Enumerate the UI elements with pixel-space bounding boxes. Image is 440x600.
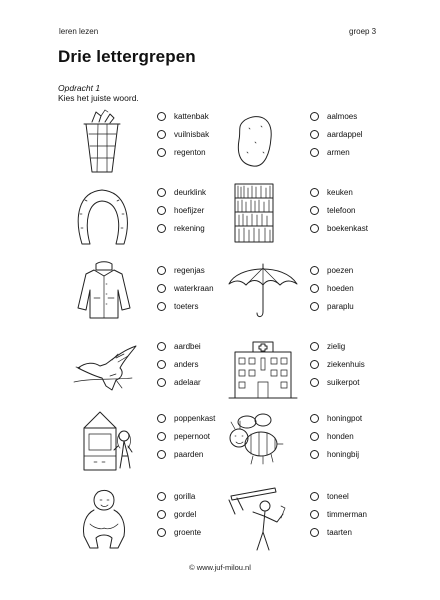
hospital-icon bbox=[225, 338, 303, 408]
exercise-item-9 bbox=[72, 410, 247, 480]
option-label: waterkraan bbox=[174, 283, 214, 293]
header-grade: groep 3 bbox=[349, 27, 377, 36]
answer-option[interactable] bbox=[310, 358, 365, 370]
exercise-label: Opdracht 1 bbox=[58, 83, 101, 93]
potato-icon bbox=[225, 108, 303, 178]
option-label: honingpot bbox=[327, 413, 363, 423]
answer-option[interactable] bbox=[157, 490, 195, 502]
radio-button[interactable] bbox=[310, 450, 319, 459]
radio-button[interactable] bbox=[157, 432, 166, 441]
option-label: toneel bbox=[327, 491, 349, 501]
radio-button[interactable] bbox=[310, 130, 319, 139]
radio-button[interactable] bbox=[310, 360, 319, 369]
radio-button[interactable] bbox=[157, 492, 166, 501]
radio-button[interactable] bbox=[310, 342, 319, 351]
option-label: anders bbox=[174, 359, 199, 369]
answer-option[interactable] bbox=[310, 340, 345, 352]
answer-option[interactable] bbox=[310, 448, 359, 460]
option-label: deurklink bbox=[174, 187, 207, 197]
answer-option[interactable] bbox=[157, 300, 198, 312]
exercise-item-2 bbox=[225, 108, 400, 178]
answer-option[interactable] bbox=[310, 282, 354, 294]
exercise-item-10 bbox=[225, 410, 400, 480]
answer-option[interactable] bbox=[157, 508, 196, 520]
radio-button[interactable] bbox=[157, 510, 166, 519]
answer-option[interactable] bbox=[310, 412, 362, 424]
option-label: aardbei bbox=[174, 341, 201, 351]
radio-button[interactable] bbox=[157, 450, 166, 459]
option-label: vuilnisbak bbox=[174, 129, 210, 139]
option-label: taarten bbox=[327, 527, 352, 537]
option-label: hoeden bbox=[327, 283, 354, 293]
answer-option[interactable] bbox=[157, 430, 210, 442]
bee-icon bbox=[225, 410, 303, 480]
exercise-item-4 bbox=[225, 184, 400, 254]
radio-button[interactable] bbox=[157, 302, 166, 311]
answer-option[interactable] bbox=[310, 430, 354, 442]
radio-button[interactable] bbox=[157, 112, 166, 121]
answer-option[interactable] bbox=[310, 146, 350, 158]
radio-button[interactable] bbox=[157, 188, 166, 197]
option-label: honingbij bbox=[327, 449, 360, 459]
radio-button[interactable] bbox=[310, 148, 319, 157]
answer-option[interactable] bbox=[157, 282, 214, 294]
option-label: rekening bbox=[174, 223, 205, 233]
answer-option[interactable] bbox=[310, 508, 367, 520]
radio-button[interactable] bbox=[310, 112, 319, 121]
option-label: pepernoot bbox=[174, 431, 211, 441]
answer-option[interactable] bbox=[157, 412, 215, 424]
radio-button[interactable] bbox=[310, 414, 319, 423]
option-label: armen bbox=[327, 147, 350, 157]
option-label: gordel bbox=[174, 509, 197, 519]
option-label: honden bbox=[327, 431, 354, 441]
answer-option[interactable] bbox=[157, 128, 209, 140]
radio-button[interactable] bbox=[157, 378, 166, 387]
answer-option[interactable] bbox=[310, 110, 357, 122]
answer-option[interactable] bbox=[310, 204, 355, 216]
radio-button[interactable] bbox=[310, 224, 319, 233]
option-label: telefoon bbox=[327, 205, 356, 215]
answer-option[interactable] bbox=[157, 376, 201, 388]
answer-option[interactable] bbox=[310, 300, 354, 312]
option-label: aalmoes bbox=[327, 111, 358, 121]
answer-option[interactable] bbox=[157, 186, 206, 198]
answer-option[interactable] bbox=[157, 340, 201, 352]
radio-button[interactable] bbox=[310, 284, 319, 293]
answer-option[interactable] bbox=[310, 186, 353, 198]
radio-button[interactable] bbox=[157, 342, 166, 351]
radio-button[interactable] bbox=[310, 378, 319, 387]
radio-button[interactable] bbox=[157, 224, 166, 233]
radio-button[interactable] bbox=[157, 284, 166, 293]
page-title: Drie lettergrepen bbox=[58, 47, 196, 66]
exercise-item-12 bbox=[225, 488, 400, 558]
carpenter-icon bbox=[225, 488, 303, 558]
footer-copyright: © www.juf-milou.nl bbox=[189, 563, 251, 572]
radio-button[interactable] bbox=[157, 130, 166, 139]
radio-button[interactable] bbox=[157, 528, 166, 537]
option-label: gorilla bbox=[174, 491, 196, 501]
answer-option[interactable] bbox=[157, 110, 209, 122]
trash-can-icon bbox=[72, 108, 150, 178]
answer-option[interactable] bbox=[157, 358, 198, 370]
radio-button[interactable] bbox=[157, 148, 166, 157]
option-label: regenton bbox=[174, 147, 206, 157]
exercise-instruction: Kies het juiste woord. bbox=[58, 93, 139, 103]
answer-option[interactable] bbox=[310, 376, 359, 388]
radio-button[interactable] bbox=[310, 188, 319, 197]
answer-option[interactable] bbox=[157, 204, 204, 216]
exercise-item-6 bbox=[225, 262, 400, 332]
answer-option[interactable] bbox=[157, 222, 205, 234]
answer-option[interactable] bbox=[157, 526, 201, 538]
answer-option[interactable] bbox=[157, 146, 206, 158]
option-label: toeters bbox=[174, 301, 199, 311]
option-label: ziekenhuis bbox=[327, 359, 365, 369]
answer-option[interactable] bbox=[157, 264, 205, 276]
radio-button[interactable] bbox=[157, 206, 166, 215]
radio-button[interactable] bbox=[157, 266, 166, 275]
option-label: boekenkast bbox=[327, 223, 368, 233]
option-label: poezen bbox=[327, 265, 354, 275]
radio-button[interactable] bbox=[310, 266, 319, 275]
option-label: zielig bbox=[327, 341, 346, 351]
radio-button[interactable] bbox=[310, 206, 319, 215]
radio-button[interactable] bbox=[310, 432, 319, 441]
raincoat-icon bbox=[72, 262, 150, 332]
exercise-item-3 bbox=[72, 184, 247, 254]
answer-option[interactable] bbox=[310, 526, 352, 538]
option-label: groente bbox=[174, 527, 202, 537]
radio-button[interactable] bbox=[310, 302, 319, 311]
option-label: kattenbak bbox=[174, 111, 209, 121]
option-label: regenjas bbox=[174, 265, 205, 275]
option-label: timmerman bbox=[327, 509, 368, 519]
radio-button[interactable] bbox=[310, 510, 319, 519]
horseshoe-icon bbox=[72, 184, 150, 254]
puppet-theater-icon bbox=[72, 410, 150, 480]
bookcase-icon bbox=[225, 184, 303, 254]
radio-button[interactable] bbox=[157, 414, 166, 423]
radio-button[interactable] bbox=[310, 492, 319, 501]
option-label: paraplu bbox=[327, 301, 354, 311]
option-label: suikerpot bbox=[327, 377, 360, 387]
exercise-item-8 bbox=[225, 338, 400, 408]
exercise-item-5 bbox=[72, 262, 247, 332]
radio-button[interactable] bbox=[157, 360, 166, 369]
radio-button[interactable] bbox=[310, 528, 319, 537]
option-label: aardappel bbox=[327, 129, 363, 139]
answer-option[interactable] bbox=[310, 128, 363, 140]
exercise-item-11 bbox=[72, 488, 247, 558]
option-label: hoefijzer bbox=[174, 205, 205, 215]
option-label: paarden bbox=[174, 449, 204, 459]
answer-option[interactable] bbox=[157, 448, 203, 460]
option-label: adelaar bbox=[174, 377, 201, 387]
option-label: keuken bbox=[327, 187, 353, 197]
answer-option[interactable] bbox=[310, 222, 368, 234]
eagle-icon bbox=[72, 338, 150, 408]
answer-option[interactable] bbox=[310, 264, 353, 276]
umbrella-icon bbox=[225, 262, 303, 332]
answer-option[interactable] bbox=[310, 490, 349, 502]
exercise-item-1 bbox=[72, 108, 247, 178]
gorilla-icon bbox=[72, 488, 150, 558]
exercise-item-7 bbox=[72, 338, 247, 408]
option-label: poppenkast bbox=[174, 413, 216, 423]
header-subject: leren lezen bbox=[59, 27, 99, 36]
